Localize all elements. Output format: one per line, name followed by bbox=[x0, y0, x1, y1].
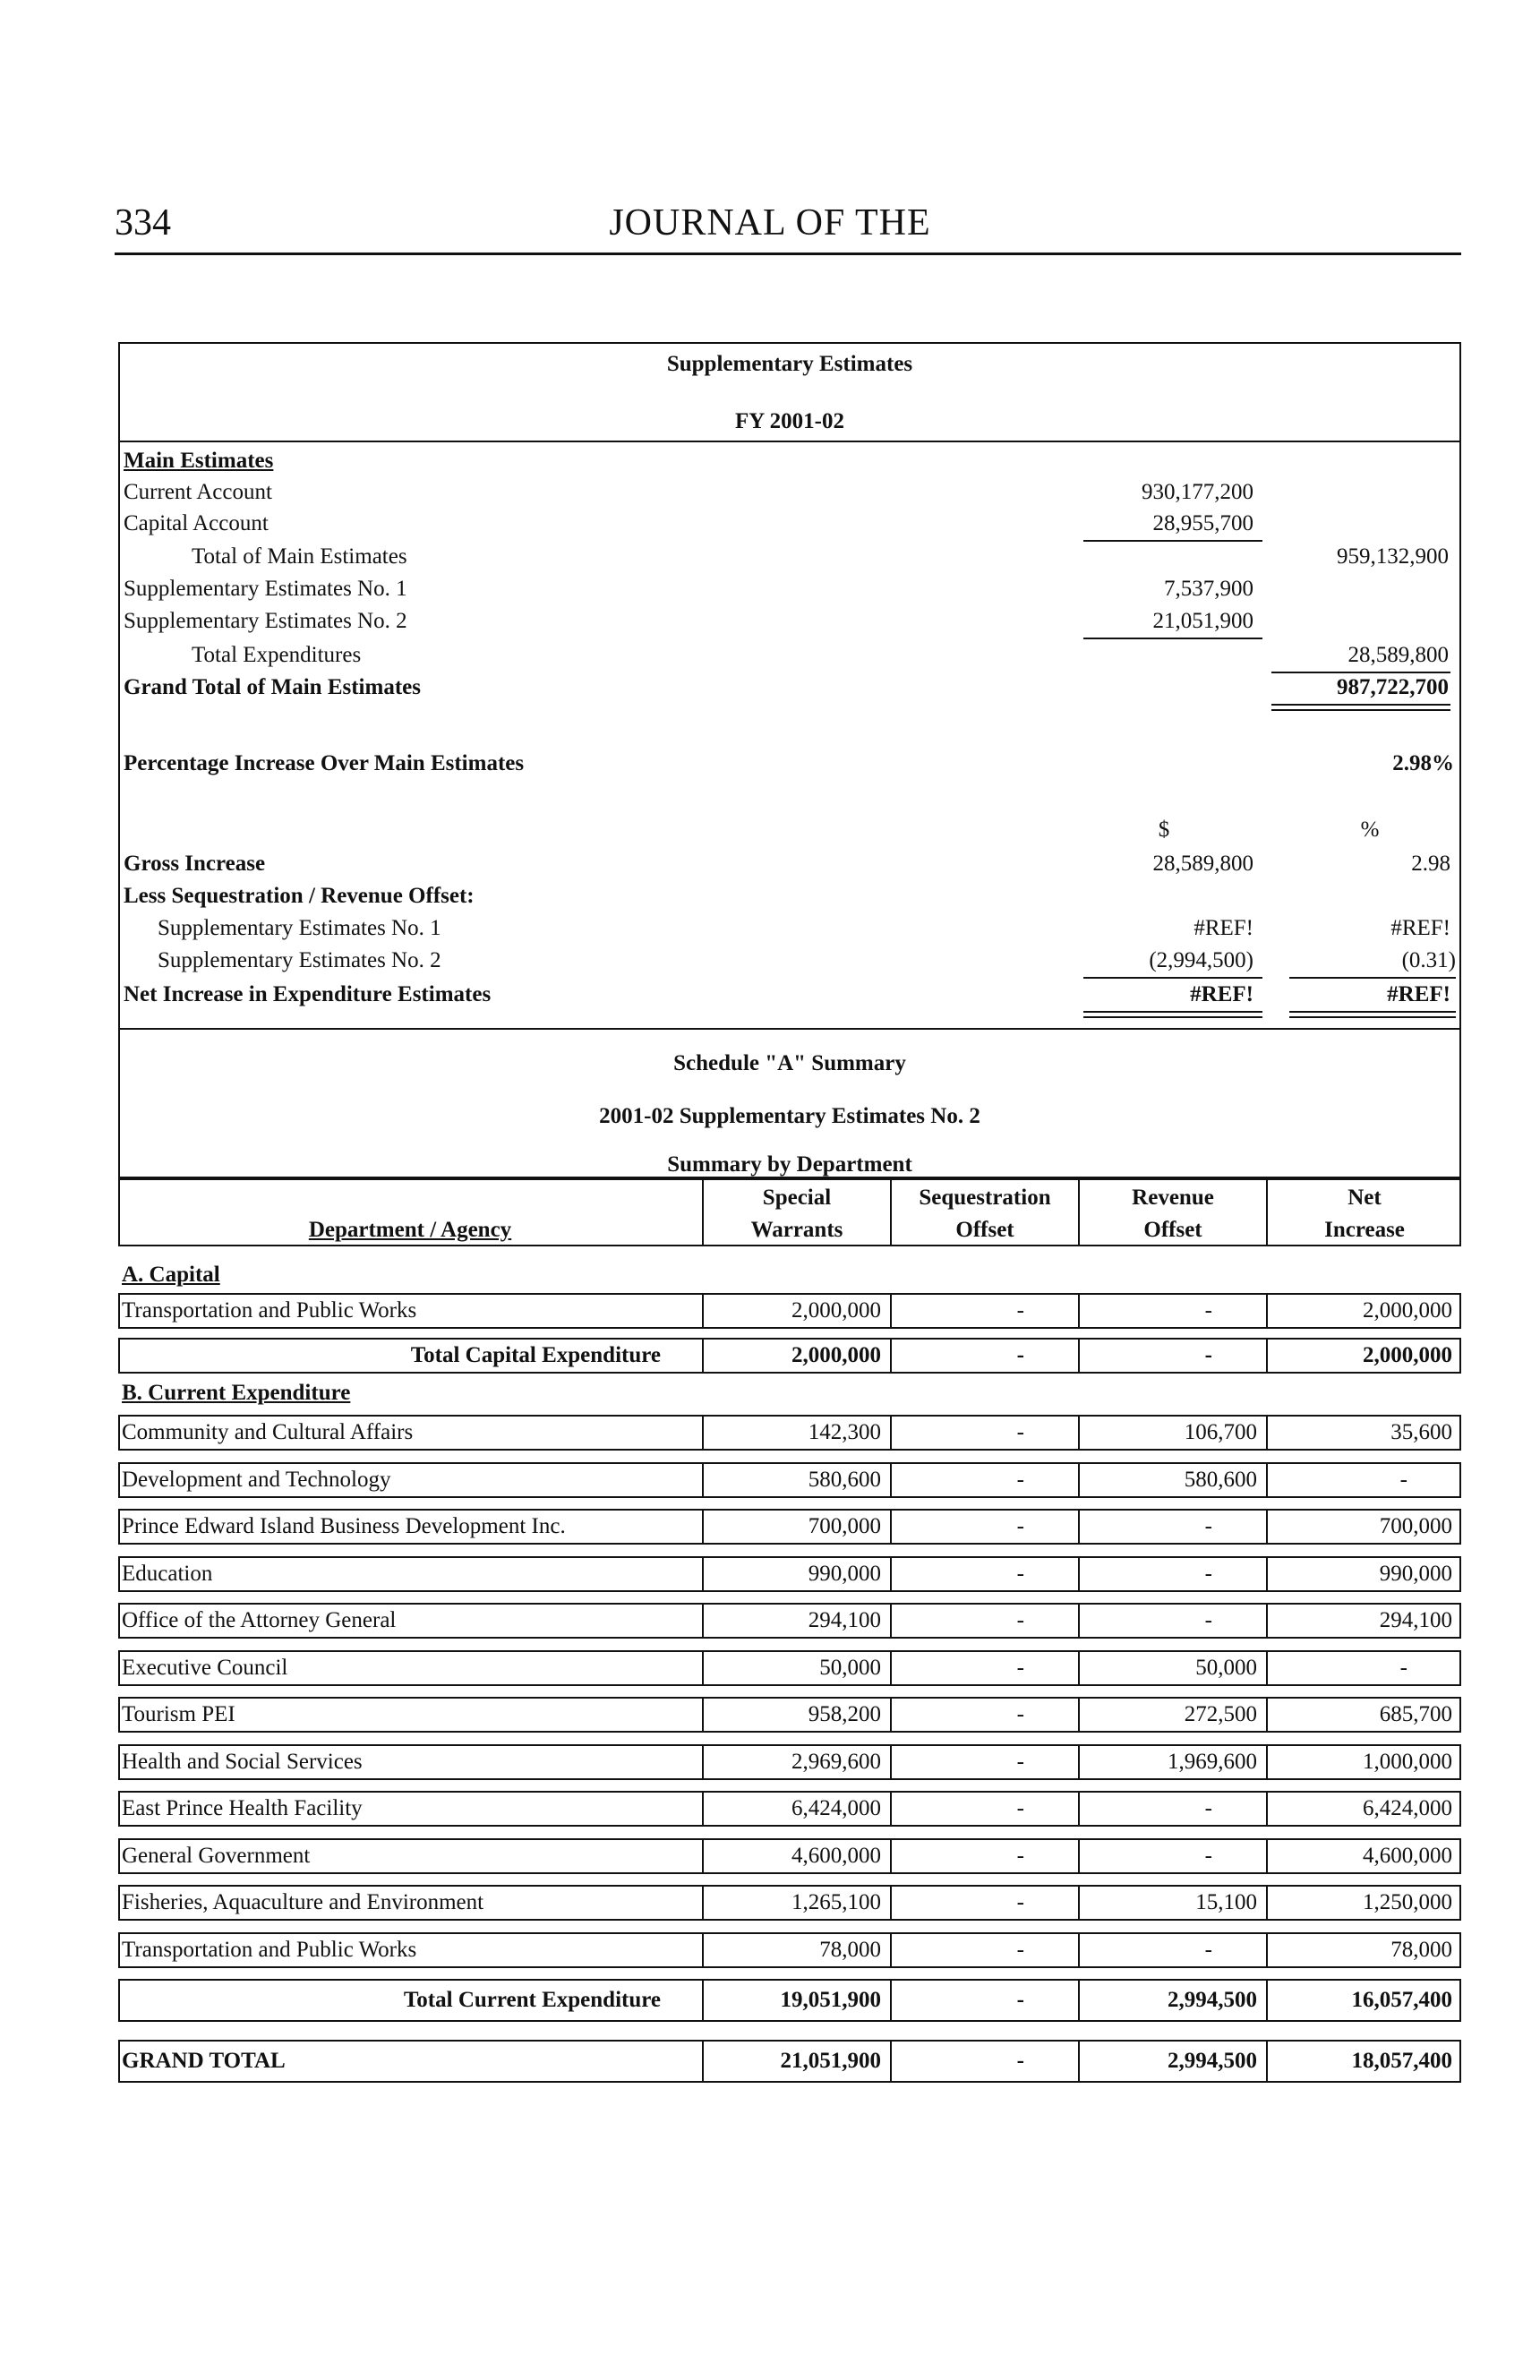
total-exp-value: 28,589,800 bbox=[1348, 643, 1449, 667]
subtotal-rule-1 bbox=[1083, 540, 1262, 542]
cell-rev: 1,969,600 bbox=[1168, 1749, 1257, 1774]
cell-seq: - bbox=[1016, 1890, 1024, 1914]
cell-special: 142,300 bbox=[808, 1420, 881, 1444]
cell-seq: - bbox=[1016, 1561, 1024, 1586]
net-double-rule-dollar-a bbox=[1083, 1011, 1262, 1013]
cell-seq: - bbox=[1016, 1343, 1024, 1367]
total-label: GRAND TOTAL bbox=[122, 2049, 286, 2073]
subtotal-rule-2 bbox=[1083, 638, 1262, 639]
grand-total-main-value: 987,722,700 bbox=[1337, 675, 1449, 699]
cell-net: 35,600 bbox=[1390, 1420, 1452, 1444]
cell-net: 18,057,400 bbox=[1351, 2049, 1452, 2073]
less-supp1-pct: #REF! bbox=[1390, 916, 1450, 940]
cell-special: 21,051,900 bbox=[780, 2049, 881, 2073]
cell-rev: 50,000 bbox=[1195, 1655, 1257, 1680]
total-label: Total Capital Expenditure bbox=[410, 1343, 661, 1367]
supp2-value: 21,051,900 bbox=[1152, 609, 1253, 633]
cell-rev: 272,500 bbox=[1184, 1702, 1257, 1726]
cell-rev: - bbox=[1204, 1843, 1212, 1868]
cell-net: 1,000,000 bbox=[1363, 1749, 1452, 1774]
col-header-rev-2: Offset bbox=[1143, 1218, 1202, 1242]
cell-seq: - bbox=[1016, 1514, 1024, 1538]
cell-net: 2,000,000 bbox=[1363, 1343, 1452, 1367]
pct-increase-value: 2.98% bbox=[1392, 751, 1454, 775]
net-increase-dollar: #REF! bbox=[1190, 982, 1253, 1006]
current-account-label: Current Account bbox=[124, 480, 272, 504]
cell-rev: 106,700 bbox=[1184, 1420, 1257, 1444]
col-header-special-2: Warrants bbox=[750, 1218, 843, 1242]
cell-special: 19,051,900 bbox=[780, 1988, 881, 2012]
cell-net: 78,000 bbox=[1390, 1937, 1452, 1962]
cell-net: 4,600,000 bbox=[1363, 1843, 1452, 1868]
net-double-rule-pct-b bbox=[1289, 1016, 1456, 1018]
cell-seq: - bbox=[1016, 1420, 1024, 1444]
net-rule-pct bbox=[1289, 977, 1456, 979]
cell-net: - bbox=[1399, 1467, 1407, 1492]
department-name: Tourism PEI bbox=[122, 1702, 235, 1726]
cell-seq: - bbox=[1016, 1608, 1024, 1632]
cell-seq: - bbox=[1016, 1843, 1024, 1868]
capital-account-value: 28,955,700 bbox=[1152, 511, 1253, 535]
double-rule-b bbox=[1271, 709, 1450, 711]
less-sequestration-label: Less Sequestration / Revenue Offset: bbox=[124, 884, 475, 908]
less-supp2-label: Supplementary Estimates No. 2 bbox=[158, 948, 441, 972]
schedule-caption: Summary by Department bbox=[667, 1152, 912, 1177]
net-rule-dollar bbox=[1083, 977, 1262, 979]
double-rule-a bbox=[1271, 704, 1450, 706]
gross-increase-dollar: 28,589,800 bbox=[1152, 852, 1253, 876]
cell-special: 2,000,000 bbox=[791, 1343, 881, 1367]
gross-increase-label: Gross Increase bbox=[124, 852, 266, 876]
cell-rev: 2,994,500 bbox=[1168, 2049, 1257, 2073]
cell-net: 685,700 bbox=[1379, 1702, 1452, 1726]
less-supp2-dollar: (2,994,500) bbox=[1149, 948, 1253, 972]
department-name: Transportation and Public Works bbox=[122, 1298, 417, 1323]
page-number: 334 bbox=[115, 202, 171, 244]
department-name: Community and Cultural Affairs bbox=[122, 1420, 414, 1444]
net-increase-pct: #REF! bbox=[1387, 982, 1450, 1006]
cell-special: 700,000 bbox=[808, 1514, 881, 1538]
estimates-subtitle: FY 2001-02 bbox=[735, 409, 844, 433]
cell-net: 294,100 bbox=[1379, 1608, 1452, 1632]
department-name: Transportation and Public Works bbox=[122, 1937, 417, 1962]
total-exp-label: Total Expenditures bbox=[192, 643, 362, 667]
cell-rev: 580,600 bbox=[1184, 1467, 1257, 1492]
department-name: Development and Technology bbox=[122, 1467, 391, 1492]
cell-net: - bbox=[1399, 1655, 1407, 1680]
estimates-title: Supplementary Estimates bbox=[666, 352, 913, 376]
cell-rev: 15,100 bbox=[1195, 1890, 1257, 1914]
col-header-special-1: Special bbox=[762, 1186, 832, 1210]
cell-special: 2,000,000 bbox=[791, 1298, 881, 1323]
supp1-value: 7,537,900 bbox=[1164, 577, 1253, 601]
cell-rev: - bbox=[1204, 1514, 1212, 1538]
cell-seq: - bbox=[1016, 1702, 1024, 1726]
section-a-heading: A. Capital bbox=[122, 1263, 220, 1287]
cell-rev: - bbox=[1204, 1608, 1212, 1632]
section-b-heading: B. Current Expenditure bbox=[122, 1381, 351, 1405]
grand-total-main-label: Grand Total of Main Estimates bbox=[124, 675, 421, 699]
cell-rev: - bbox=[1204, 1343, 1212, 1367]
cell-special: 294,100 bbox=[808, 1608, 881, 1632]
cell-rev: 2,994,500 bbox=[1168, 1988, 1257, 2012]
department-name: Executive Council bbox=[122, 1655, 288, 1680]
department-name: Fisheries, Aquaculture and Environment bbox=[122, 1890, 484, 1914]
total-main-label: Total of Main Estimates bbox=[192, 544, 407, 569]
schedule-title: Schedule "A" Summary bbox=[673, 1051, 906, 1075]
net-double-rule-pct-a bbox=[1289, 1011, 1456, 1013]
cell-special: 1,265,100 bbox=[791, 1890, 881, 1914]
col-header-department: Department / Agency bbox=[308, 1218, 512, 1242]
net-double-rule-dollar-b bbox=[1083, 1016, 1262, 1018]
department-name: Health and Social Services bbox=[122, 1749, 363, 1774]
supp2-label: Supplementary Estimates No. 2 bbox=[124, 609, 407, 633]
percent-column-header: % bbox=[1360, 818, 1380, 842]
col-header-net-2: Increase bbox=[1324, 1218, 1405, 1242]
dollar-column-header: $ bbox=[1158, 818, 1170, 842]
cell-seq: - bbox=[1016, 1937, 1024, 1962]
cell-special: 6,424,000 bbox=[791, 1796, 881, 1820]
supp1-label: Supplementary Estimates No. 1 bbox=[124, 577, 407, 601]
department-name: General Government bbox=[122, 1843, 311, 1868]
cell-seq: - bbox=[1016, 1796, 1024, 1820]
cell-special: 2,969,600 bbox=[791, 1749, 881, 1774]
cell-net: 6,424,000 bbox=[1363, 1796, 1452, 1820]
less-supp2-pct: (0.31) bbox=[1401, 948, 1456, 972]
gross-increase-pct: 2.98 bbox=[1411, 852, 1450, 876]
pct-increase-label: Percentage Increase Over Main Estimates bbox=[124, 751, 525, 775]
header-rule bbox=[115, 253, 1461, 255]
department-name: Education bbox=[122, 1561, 213, 1586]
department-name: East Prince Health Facility bbox=[122, 1796, 363, 1820]
cell-special: 990,000 bbox=[808, 1561, 881, 1586]
total-main-value: 959,132,900 bbox=[1337, 544, 1449, 569]
subtotal-rule-3 bbox=[1271, 672, 1450, 673]
cell-special: 78,000 bbox=[819, 1937, 881, 1962]
capital-account-label: Capital Account bbox=[124, 511, 269, 535]
total-label: Total Current Expenditure bbox=[403, 1988, 661, 2012]
cell-net: 1,250,000 bbox=[1363, 1890, 1452, 1914]
cell-net: 990,000 bbox=[1379, 1561, 1452, 1586]
cell-special: 4,600,000 bbox=[791, 1843, 881, 1868]
cell-seq: - bbox=[1016, 1467, 1024, 1492]
cell-special: 50,000 bbox=[819, 1655, 881, 1680]
col-header-seq-2: Offset bbox=[955, 1218, 1014, 1242]
page-header-title: JOURNAL OF THE bbox=[609, 202, 931, 244]
cell-seq: - bbox=[1016, 1655, 1024, 1680]
cell-net: 16,057,400 bbox=[1351, 1988, 1452, 2012]
cell-rev: - bbox=[1204, 1298, 1212, 1323]
col-header-net-1: Net bbox=[1348, 1186, 1382, 1210]
cell-seq: - bbox=[1016, 1988, 1024, 2012]
department-name: Office of the Attorney General bbox=[122, 1608, 397, 1632]
cell-rev: - bbox=[1204, 1561, 1212, 1586]
cell-rev: - bbox=[1204, 1796, 1212, 1820]
cell-seq: - bbox=[1016, 2049, 1024, 2073]
department-name: Prince Edward Island Business Development Inc. bbox=[122, 1514, 566, 1538]
cell-seq: - bbox=[1016, 1298, 1024, 1323]
col-header-rev-1: Revenue bbox=[1132, 1186, 1214, 1210]
main-estimates-heading: Main Estimates bbox=[124, 449, 274, 473]
cell-net: 2,000,000 bbox=[1363, 1298, 1452, 1323]
less-supp1-label: Supplementary Estimates No. 1 bbox=[158, 916, 441, 940]
col-header-seq-1: Sequestration bbox=[919, 1186, 1051, 1210]
estimates-title-rule bbox=[118, 441, 1461, 442]
cell-net: 700,000 bbox=[1379, 1514, 1452, 1538]
cell-special: 958,200 bbox=[808, 1702, 881, 1726]
cell-special: 580,600 bbox=[808, 1467, 881, 1492]
net-increase-label: Net Increase in Expenditure Estimates bbox=[124, 982, 492, 1006]
current-account-value: 930,177,200 bbox=[1142, 480, 1253, 504]
cell-rev: - bbox=[1204, 1937, 1212, 1962]
schedule-subtitle: 2001-02 Supplementary Estimates No. 2 bbox=[599, 1104, 980, 1128]
less-supp1-dollar: #REF! bbox=[1194, 916, 1253, 940]
cell-seq: - bbox=[1016, 1749, 1024, 1774]
